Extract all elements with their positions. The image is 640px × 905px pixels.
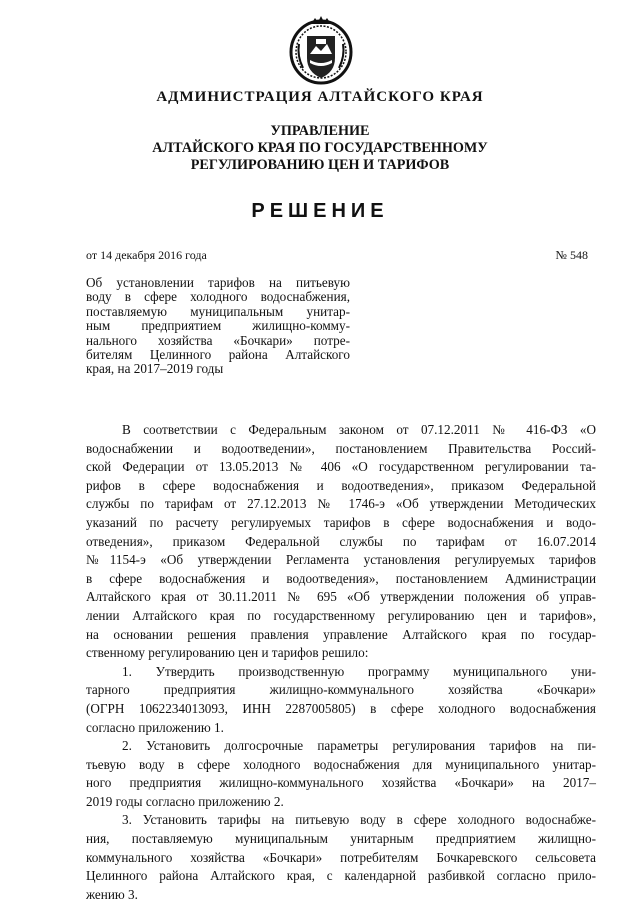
body-line: указаний по расчету регулируемых тарифов в сфере водоснабжения и водо- <box>86 514 596 530</box>
decision-title: РЕШЕНИЕ <box>251 200 389 222</box>
body-line: на основании решения правления управление Алтайского края по государ- <box>86 626 596 642</box>
department-line: АЛТАЙСКОГО КРАЯ ПО ГОСУДАРСТВЕННОМУ <box>152 140 488 156</box>
body-line: ния, поставляемую муниципальным унитарным предприятием жилищно- <box>86 831 596 847</box>
body-line: коммунального хозяйства «Бочкари» потребителям Бочкаревского сельсовета <box>86 849 596 865</box>
body-line: тьевую воду в сфере холодного водоснабжения для муниципального унитар- <box>86 756 596 772</box>
subject-line: ным предприятием жилищно-комму- <box>86 318 350 334</box>
body-line: В соответствии с Федеральным законом от 07.12.2011 № 416-ФЗ «О <box>122 422 596 437</box>
coat-of-arms-emblem <box>287 14 355 86</box>
body-line: ного предприятия жилищно-коммунального хозяйства «Бочкари» на 2017– <box>86 775 596 791</box>
body-line: 1. Утвердить производственную программу муниципального уни- <box>122 663 596 679</box>
subject-line: поставляемую муниципальным унитар- <box>86 303 350 319</box>
body-line: согласно приложению 1. <box>86 719 224 735</box>
body-line: (ОГРН 1062234013093, ИНН 2287005805) в сфере холодного водоснабжения <box>86 700 596 716</box>
body-line: 3. Установить тарифы на питьевую воду в сфере холодного водоснабже- <box>122 812 596 828</box>
body-line: ственному регулированию цен и тарифов решило: <box>86 645 369 661</box>
decision-subject <box>86 276 350 377</box>
decision-date: от 14 декабря 2016 года <box>86 248 207 262</box>
body-line: 2. Установить долгосрочные параметры регулирования тарифов на пи- <box>122 738 596 754</box>
body-line: ской Федерации от 13.05.2013 № 406 «О государственном регулировании та- <box>86 459 596 475</box>
department-line: РЕГУЛИРОВАНИЮ ЦЕН И ТАРИФОВ <box>190 157 450 173</box>
body-line: в сфере водоснабжения и водоотведения», постановлением Администрации <box>86 570 596 586</box>
decision-body <box>86 421 596 904</box>
body-line: №1154-э «Об утверждении Регламента установления регулируемых тарифов <box>86 552 596 568</box>
preamble-paragraph <box>86 421 596 663</box>
body-line: 2019 годы согласно приложению 2. <box>86 793 284 809</box>
body-line: отведения», приказом Федеральной службы по тарифам от 16.07.2014 <box>86 533 596 549</box>
body-line: лении Алтайского края по государственному регулированию цен и тарифов», <box>86 607 596 623</box>
item-3-paragraph <box>86 811 596 904</box>
subject-line: воду в сфере холодного водоснабжения, <box>86 289 350 305</box>
subject-line: бителям Целинного района Алтайского <box>86 347 350 363</box>
item-1-paragraph <box>86 663 596 737</box>
subject-line: Об установлении тарифов на питьевую <box>86 275 350 290</box>
subject-line: нального хозяйства «Бочкари» потре- <box>86 332 350 348</box>
body-line: рифов в сфере водоснабжения и водоотведения», приказом Федеральной <box>86 477 596 493</box>
administration-heading: АДМИНИСТРАЦИЯ АЛТАЙСКОГО КРАЯ <box>156 89 484 105</box>
item-2-paragraph <box>86 737 596 811</box>
body-line: Алтайского края от 30.11.2011 № 695 «Об утверждении положения об управ- <box>86 589 596 605</box>
department-line: УПРАВЛЕНИЕ <box>270 123 370 139</box>
body-line: жению 3. <box>86 886 138 902</box>
body-line: Целинного района Алтайского края, с календарной разбивкой согласно прило- <box>86 868 596 884</box>
body-line: водоснабжении и водоотведении», постановлением Правительства Россий- <box>86 440 596 456</box>
body-line: тарного предприятия жилищно-коммунального хозяйства «Бочкари» <box>86 682 596 698</box>
subject-line: края, на 2017–2019 годы <box>86 361 224 377</box>
department-heading <box>0 123 640 174</box>
decision-number: № 548 <box>555 248 588 262</box>
body-line: службы по тарифам от 27.12.2013 № 1746-э «Об утверждении Методических <box>86 496 596 512</box>
